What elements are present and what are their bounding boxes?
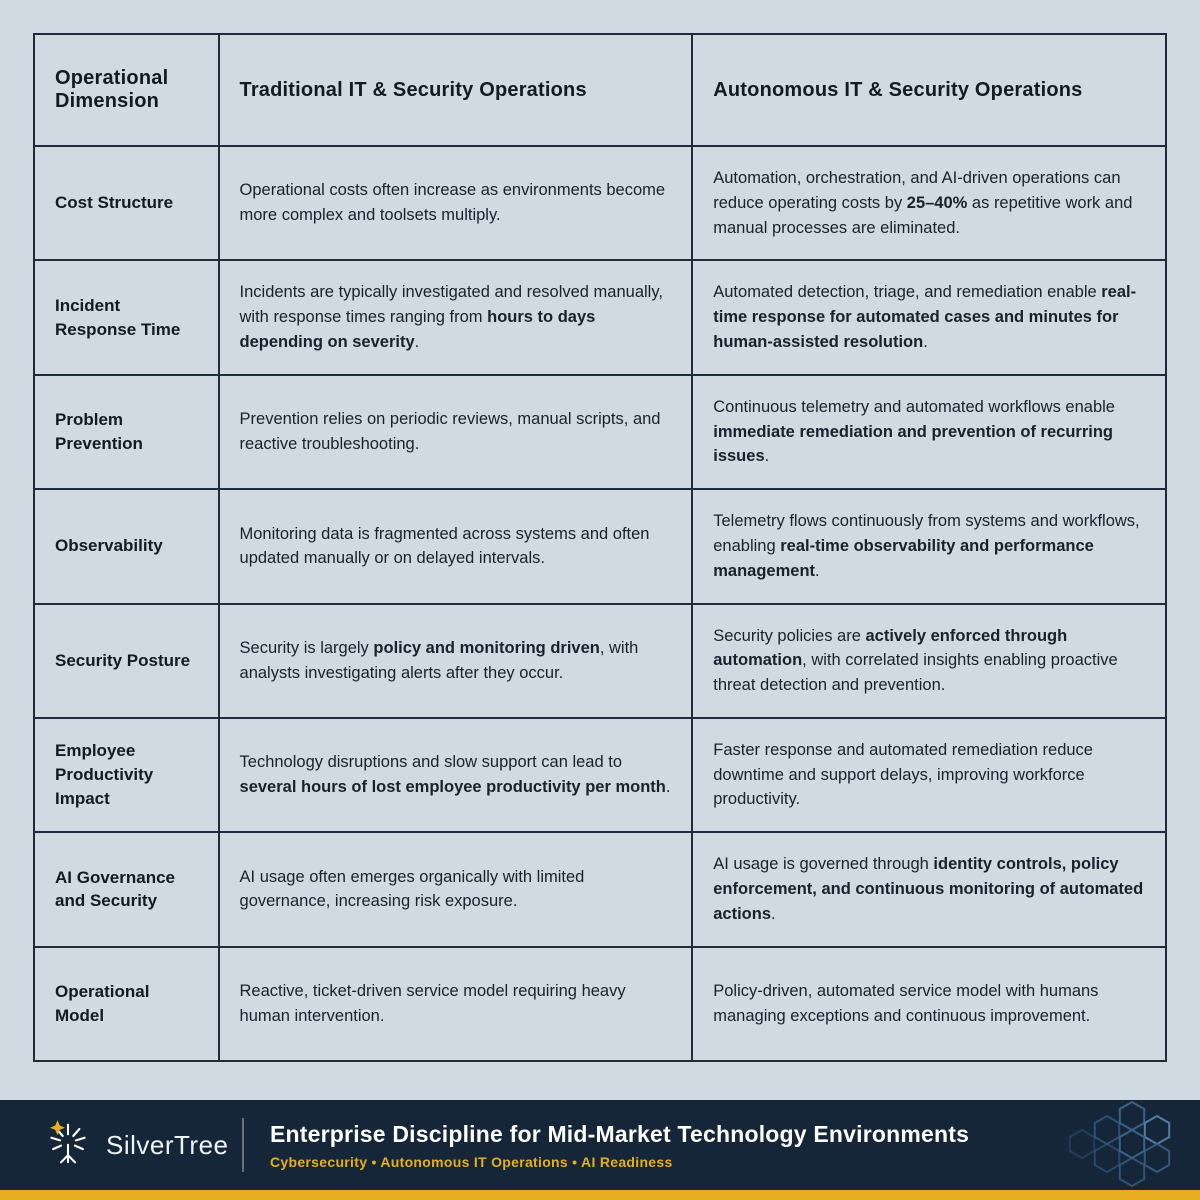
row-dimension-label: Employee Productivity Impact — [34, 718, 219, 832]
footer-accent-strip — [0, 1190, 1200, 1200]
hexagon-pattern — [1004, 1100, 1184, 1190]
traditional-cell: Operational costs often increase as environments become more complex and toolsets multiply. — [219, 146, 693, 260]
table-row — [34, 375, 1166, 489]
row-dimension-label: Problem Prevention — [34, 375, 219, 489]
brand-lockup — [40, 1115, 230, 1176]
traditional-cell: Security is largely policy and monitoring driven, with analysts investigating alerts after they occur. — [219, 604, 693, 718]
table-row — [34, 146, 1166, 260]
traditional-cell: AI usage often emerges organically with limited governance, increasing risk exposure. — [219, 832, 693, 946]
row-dimension-label: Security Posture — [34, 604, 219, 718]
traditional-cell: Prevention relies on periodic reviews, manual scripts, and reactive troubleshooting. — [219, 375, 693, 489]
comparison-table — [33, 33, 1167, 1062]
row-dimension-label: Cost Structure — [34, 146, 219, 260]
table-row — [34, 947, 1166, 1061]
table-row — [34, 718, 1166, 832]
row-dimension-label: AI Governance and Security — [34, 832, 219, 946]
autonomous-cell: Automation, orchestration, and AI-driven operations can reduce operating costs by 25–40% as repetitive work and manual processes are eliminated. — [692, 146, 1166, 260]
table-header-row — [34, 34, 1166, 146]
footer-title: Enterprise Discipline for Mid-Market Technology Environments — [270, 1120, 970, 1147]
footer-bar — [0, 1100, 1200, 1200]
footer-text-block — [270, 1121, 969, 1170]
comparison-table-body — [34, 146, 1166, 1061]
table-row — [34, 832, 1166, 946]
row-dimension-label: Incident Response Time — [34, 260, 219, 374]
table-row — [34, 489, 1166, 603]
autonomous-cell: Faster response and automated remediation reduce downtime and support delays, improving workforce productivity. — [692, 718, 1166, 832]
autonomous-cell: Security policies are actively enforced through automation, with correlated insights enabling proactive threat detection and prevention. — [692, 604, 1166, 718]
autonomous-cell: Policy-driven, automated service model with humans managing exceptions and continuous improvement. — [692, 947, 1166, 1061]
autonomous-cell: AI usage is governed through identity controls, policy enforcement, and continuous monitoring of automated actions. — [692, 832, 1166, 946]
brand-name: SilverTree — [106, 1129, 229, 1160]
row-dimension-label: Operational Model — [34, 947, 219, 1061]
traditional-cell: Incidents are typically investigated and resolved manually, with response times ranging from hours to days depending on severity. — [219, 260, 693, 374]
table-row — [34, 260, 1166, 374]
traditional-cell: Reactive, ticket-driven service model requiring heavy human intervention. — [219, 947, 693, 1061]
table-row — [34, 604, 1166, 718]
header-autonomous: Autonomous IT & Security Operations — [692, 34, 1166, 146]
footer-divider — [242, 1118, 244, 1172]
tree-sparkle-icon — [40, 1115, 96, 1176]
autonomous-cell: Continuous telemetry and automated workflows enable immediate remediation and prevention of recurring issues. — [692, 375, 1166, 489]
footer-content — [0, 1100, 1200, 1190]
comparison-table-wrap — [33, 33, 1167, 1062]
autonomous-cell: Automated detection, triage, and remediation enable real-time response for automated cases and minutes for human-assisted resolution. — [692, 260, 1166, 374]
footer-subtitle: Cybersecurity • Autonomous IT Operations • AI Readiness — [270, 1153, 673, 1170]
header-traditional: Traditional IT & Security Operations — [219, 34, 693, 146]
row-dimension-label: Observability — [34, 489, 219, 603]
traditional-cell: Technology disruptions and slow support can lead to several hours of lost employee productivity per month. — [219, 718, 693, 832]
header-operational-dimension: Operational Dimension — [34, 34, 219, 146]
traditional-cell: Monitoring data is fragmented across systems and often updated manually or on delayed intervals. — [219, 489, 693, 603]
autonomous-cell: Telemetry flows continuously from systems and workflows, enabling real-time observability and performance management. — [692, 489, 1166, 603]
